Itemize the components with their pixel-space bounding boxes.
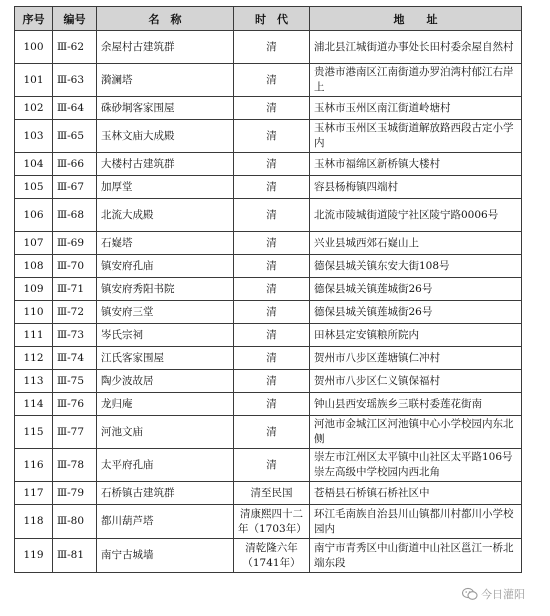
- cell-name: 河池文庙: [97, 416, 234, 449]
- cell-address: 德保县城关镇莲城街26号: [310, 301, 522, 324]
- table-row: [15, 31, 522, 64]
- wechat-icon: [462, 587, 478, 601]
- cell-serial: 110: [15, 301, 53, 324]
- table-row: [15, 539, 522, 573]
- cell-era: 清: [234, 347, 310, 370]
- cell-code: Ⅲ-64: [53, 97, 97, 120]
- cell-serial: 100: [15, 31, 53, 64]
- table-row: [15, 153, 522, 176]
- cell-serial: 112: [15, 347, 53, 370]
- cell-serial: 119: [15, 539, 53, 573]
- cell-address: 玉林市玉州区南江街道岭塘村: [310, 97, 522, 120]
- cell-code: Ⅲ-74: [53, 347, 97, 370]
- header-name: 名 称: [97, 7, 234, 31]
- watermark: [462, 584, 534, 604]
- table-row: [15, 64, 522, 97]
- header-era: 时 代: [234, 7, 310, 31]
- table-row: [15, 232, 522, 255]
- cell-code: Ⅲ-69: [53, 232, 97, 255]
- cell-name: 大楼村古建筑群: [97, 153, 234, 176]
- table-row: [15, 449, 522, 482]
- table-row: [15, 505, 522, 539]
- cell-name: 北流大成殿: [97, 199, 234, 232]
- cell-address: 钟山县西安瑶族乡三联村委莲花街南: [310, 393, 522, 416]
- cell-era: 清: [234, 153, 310, 176]
- cell-era: 清: [234, 64, 310, 97]
- cell-serial: 113: [15, 370, 53, 393]
- cell-code: Ⅲ-80: [53, 505, 97, 539]
- cell-era: 清: [234, 393, 310, 416]
- table-body: [15, 31, 522, 573]
- relics-table: [14, 6, 522, 573]
- cell-name: 江氏客家围屋: [97, 347, 234, 370]
- cell-era: 清: [234, 255, 310, 278]
- cell-name: 镇安府孔庙: [97, 255, 234, 278]
- cell-name: 镇安府秀阳书院: [97, 278, 234, 301]
- cell-serial: 115: [15, 416, 53, 449]
- cell-code: Ⅲ-67: [53, 176, 97, 199]
- cell-era: 清: [234, 31, 310, 64]
- cell-name: 加厚堂: [97, 176, 234, 199]
- cell-code: Ⅲ-77: [53, 416, 97, 449]
- cell-serial: 114: [15, 393, 53, 416]
- cell-serial: 111: [15, 324, 53, 347]
- table-row: [15, 324, 522, 347]
- cell-code: Ⅲ-62: [53, 31, 97, 64]
- table-row: [15, 278, 522, 301]
- cell-name: 都川葫芦塔: [97, 505, 234, 539]
- table-row: [15, 393, 522, 416]
- cell-code: Ⅲ-68: [53, 199, 97, 232]
- cell-name: 南宁古城墙: [97, 539, 234, 573]
- table-row: [15, 255, 522, 278]
- cell-era: 清乾隆六年（1741年）: [234, 539, 310, 573]
- cell-serial: 102: [15, 97, 53, 120]
- cell-address: 苍梧县石桥镇石桥社区中: [310, 482, 522, 505]
- cell-name: 岑氏宗祠: [97, 324, 234, 347]
- cell-era: 清: [234, 370, 310, 393]
- header-address: 地 址: [310, 7, 522, 31]
- table-row: [15, 370, 522, 393]
- table-row: [15, 176, 522, 199]
- cell-code: Ⅲ-72: [53, 301, 97, 324]
- cell-name: 石桥镇古建筑群: [97, 482, 234, 505]
- cell-address: 田林县定安镇粮所院内: [310, 324, 522, 347]
- cell-code: Ⅲ-71: [53, 278, 97, 301]
- cell-name: 硃砂垌客家围屋: [97, 97, 234, 120]
- cell-code: Ⅲ-79: [53, 482, 97, 505]
- cell-address: 浦北县江城街道办事处长田村委余屋自然村: [310, 31, 522, 64]
- cell-era: 清: [234, 416, 310, 449]
- cell-era: 清: [234, 232, 310, 255]
- cell-code: Ⅲ-63: [53, 64, 97, 97]
- table-row: [15, 347, 522, 370]
- watermark-text: 今日灌阳: [481, 588, 525, 601]
- cell-name: 漪澜塔: [97, 64, 234, 97]
- table-row: [15, 97, 522, 120]
- table-row: [15, 482, 522, 505]
- cell-era: 清: [234, 176, 310, 199]
- cell-address: 贺州市八步区莲塘镇仁冲村: [310, 347, 522, 370]
- cell-serial: 118: [15, 505, 53, 539]
- table-header-row: [15, 7, 522, 31]
- header-code: 编号: [53, 7, 97, 31]
- cell-name: 陶少波故居: [97, 370, 234, 393]
- cell-name: 镇安府三堂: [97, 301, 234, 324]
- cell-address: 容县杨梅镇四端村: [310, 176, 522, 199]
- cell-code: Ⅲ-78: [53, 449, 97, 482]
- cell-name: 玉林文庙大成殿: [97, 120, 234, 153]
- cell-code: Ⅲ-81: [53, 539, 97, 573]
- cell-code: Ⅲ-76: [53, 393, 97, 416]
- cell-address: 南宁市青秀区中山街道中山社区邕江一桥北端东段: [310, 539, 522, 573]
- cell-serial: 106: [15, 199, 53, 232]
- cell-serial: 108: [15, 255, 53, 278]
- cell-serial: 117: [15, 482, 53, 505]
- cell-address: 玉林市福绵区新桥镇大楼村: [310, 153, 522, 176]
- cell-address: 贵港市港南区江南街道办罗泊湾村郁江右岸上: [310, 64, 522, 97]
- cell-era: 清康熙四十二年（1703年）: [234, 505, 310, 539]
- cell-address: 贺州市八步区仁义镇保福村: [310, 370, 522, 393]
- cell-serial: 116: [15, 449, 53, 482]
- cell-address: 北流市陵城街道陵宁社区陵宁路0006号: [310, 199, 522, 232]
- cell-name: 余屋村古建筑群: [97, 31, 234, 64]
- cell-name: 太平府孔庙: [97, 449, 234, 482]
- cell-address: 河池市金城江区河池镇中心小学校园内东北侧: [310, 416, 522, 449]
- cell-address: 玉林市玉州区玉城街道解放路西段古定小学内: [310, 120, 522, 153]
- cell-code: Ⅲ-73: [53, 324, 97, 347]
- cell-era: 清: [234, 120, 310, 153]
- cell-serial: 109: [15, 278, 53, 301]
- cell-serial: 105: [15, 176, 53, 199]
- cell-address: 崇左市江州区太平镇中山社区太平路106号崇左高级中学校园内西北角: [310, 449, 522, 482]
- cell-serial: 107: [15, 232, 53, 255]
- table-row: [15, 416, 522, 449]
- cell-era: 清: [234, 449, 310, 482]
- cell-era: 清: [234, 278, 310, 301]
- cell-address: 德保县城关镇东安大街108号: [310, 255, 522, 278]
- cell-code: Ⅲ-70: [53, 255, 97, 278]
- cell-address: 环江毛南族自治县川山镇都川村都川小学校园内: [310, 505, 522, 539]
- cell-code: Ⅲ-75: [53, 370, 97, 393]
- cell-era: 清: [234, 199, 310, 232]
- cell-era: 清: [234, 97, 310, 120]
- cell-serial: 101: [15, 64, 53, 97]
- cell-serial: 103: [15, 120, 53, 153]
- table-row: [15, 301, 522, 324]
- cell-name: 石嶷塔: [97, 232, 234, 255]
- table-row: [15, 120, 522, 153]
- cell-era: 清: [234, 301, 310, 324]
- header-serial: 序号: [15, 7, 53, 31]
- cell-address: 兴业县城西郊石嶷山上: [310, 232, 522, 255]
- cell-code: Ⅲ-66: [53, 153, 97, 176]
- cell-era: 清至民国: [234, 482, 310, 505]
- cell-name: 龙归庵: [97, 393, 234, 416]
- cell-address: 德保县城关镇莲城街26号: [310, 278, 522, 301]
- cell-serial: 104: [15, 153, 53, 176]
- cell-code: Ⅲ-65: [53, 120, 97, 153]
- table-row: [15, 199, 522, 232]
- cell-era: 清: [234, 324, 310, 347]
